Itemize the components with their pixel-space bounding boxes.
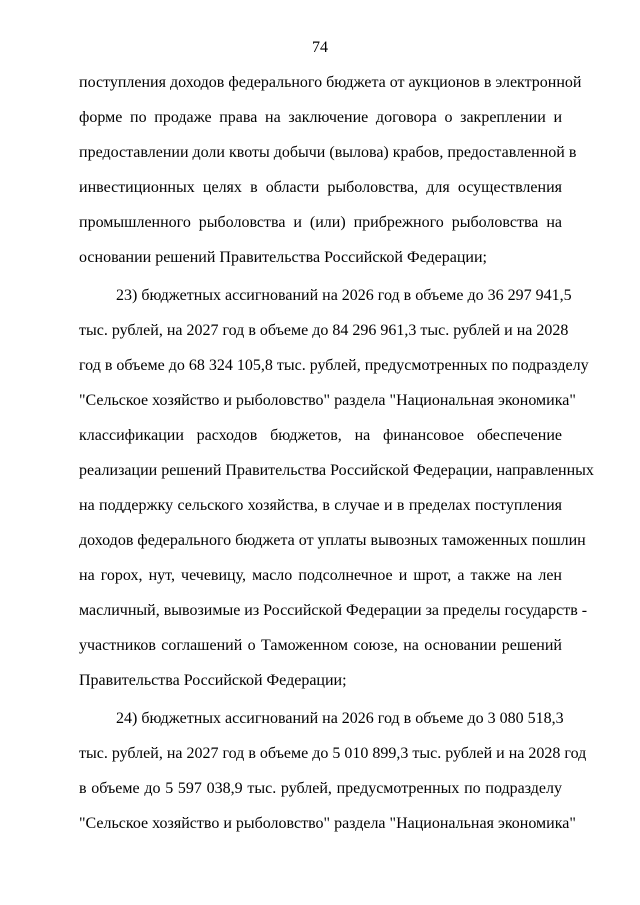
text-line: год в объеме до 68 324 105,8 тыс. рублей, предусмотренных по подразделу (79, 357, 589, 374)
text-line: на поддержку сельского хозяйства, в случае и в пределах поступления (79, 497, 562, 514)
page-number: 74 (312, 39, 328, 56)
text-line: основании решений Правительства Российской Федерации; (79, 249, 487, 266)
text-line: масличный, вывозимые из Российской Федерации за пределы государств - (79, 602, 588, 619)
text-line: тыс. рублей, на 2027 год в объеме до 5 010 899,3 тыс. рублей и на 2028 год (79, 745, 587, 762)
text-line: на горох, нут, чечевицу, масло подсолнечное и шрот, а также на лен (79, 567, 562, 584)
text-line: доходов федерального бюджета от уплаты вывозных таможенных пошлин (79, 532, 586, 549)
text-line: предоставлении доли квоты добычи (вылова) крабов, предоставленной в (79, 144, 577, 161)
text-line: инвестиционных целях в области рыболовства, для осуществления (79, 179, 562, 196)
text-line: форме по продаже права на заключение договора о закреплении и (79, 109, 562, 126)
text-line: в объеме до 5 597 038,9 тыс. рублей, предусмотренных по подразделу (79, 780, 562, 797)
text-line: 24) бюджетных ассигнований на 2026 год в объеме до 3 080 518,3 (116, 710, 564, 727)
text-line: тыс. рублей, на 2027 год в объеме до 84 296 961,3 тыс. рублей и на 2028 (79, 322, 569, 339)
text-line: участников соглашений о Таможенном союзе, на основании решений (79, 637, 562, 654)
text-line: "Сельское хозяйство и рыболовство" раздела "Национальная экономика" (79, 392, 576, 409)
text-line: реализации решений Правительства Российской Федерации, направленных (79, 462, 594, 479)
text-line: промышленного рыболовства и (или) прибрежного рыболовства на (79, 214, 562, 231)
text-line: классификации расходов бюджетов, на финансовое обеспечение (79, 427, 562, 444)
text-line: 23) бюджетных ассигнований на 2026 год в объеме до 36 297 941,5 (116, 287, 572, 304)
text-line: Правительства Российской Федерации; (79, 672, 347, 689)
text-line: поступления доходов федерального бюджета от аукционов в электронной (79, 74, 582, 91)
text-line: "Сельское хозяйство и рыболовство" раздела "Национальная экономика" (79, 815, 576, 832)
